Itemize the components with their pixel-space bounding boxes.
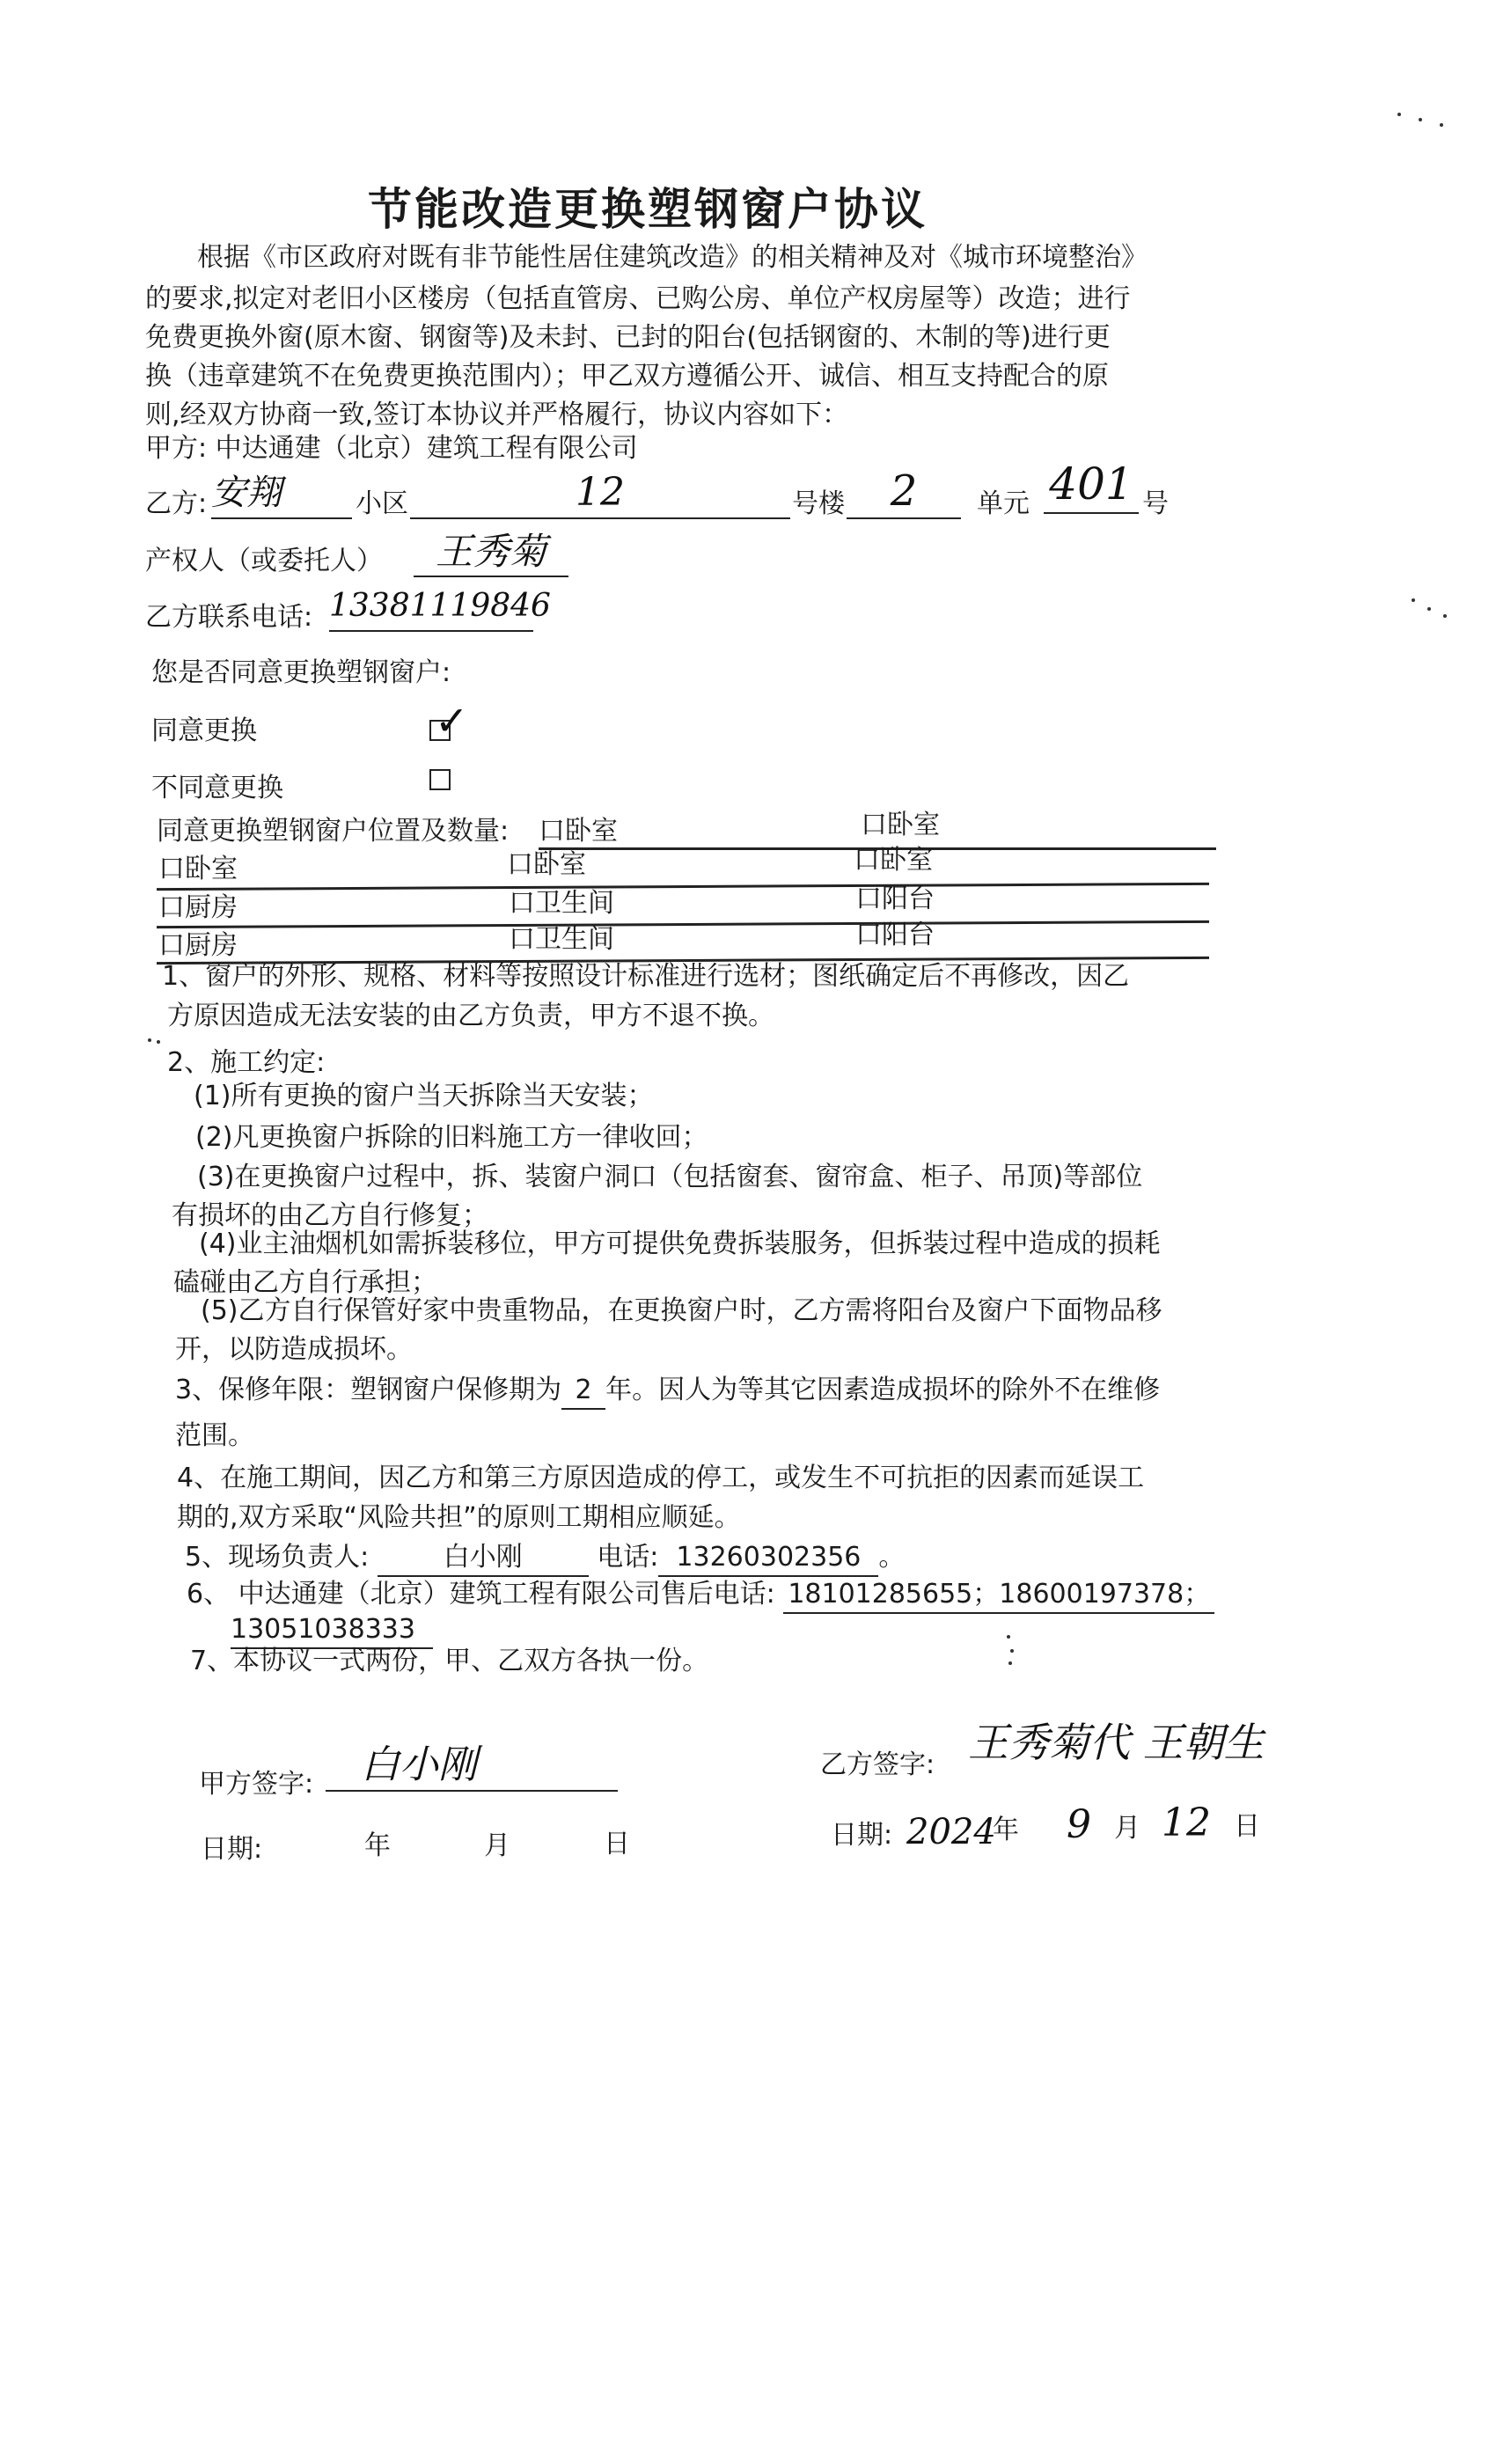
unit-suffix: 单元 xyxy=(977,488,1030,519)
window-r3-c1[interactable]: 口厨房 xyxy=(158,892,238,923)
intro-line-1: 根据《市区政府对既有非节能性居住建筑改造》的相关精神及对《城市环境整治》 xyxy=(197,242,1148,273)
disagree-label: 不同意更换 xyxy=(151,773,283,803)
party-a-year: 年 xyxy=(364,1830,391,1861)
term-5: 5、现场负责人: 白小刚 电话: 13260302356 。 xyxy=(185,1540,905,1577)
page-title: 节能改造更换塑钢窗户协议 xyxy=(368,184,928,235)
phone-label: 乙方联系电话: xyxy=(145,602,313,633)
consent-question: 您是否同意更换塑钢窗户: xyxy=(151,657,451,688)
term-5-phone-label: 电话: xyxy=(597,1542,659,1573)
party-a xyxy=(145,431,638,466)
site-manager-name: 白小刚 xyxy=(378,1540,589,1577)
term-2-3a: (3)在更换窗户过程中，拆、装窗户洞口（包括窗套、窗帘盒、柜子、吊顶)等部位 xyxy=(197,1162,1143,1192)
term-4b: 期的,双方采取“风险共担”的原则工期相应顺延。 xyxy=(177,1502,741,1533)
scan-speck xyxy=(1397,113,1401,116)
window-r4-c3[interactable]: 口阳台 xyxy=(855,920,935,950)
scan-speck xyxy=(1412,598,1415,602)
phone-value: 13381119846 xyxy=(329,583,533,632)
term-7: 7、本协议一式两份，甲、乙双方各执一份。 xyxy=(190,1646,709,1676)
term-4a: 4、在施工期间，因乙方和第三方原因造成的停工，或发生不可抗拒的因素而延误工 xyxy=(177,1463,1145,1493)
scan-speck xyxy=(157,1040,160,1044)
warranty-years: 2 xyxy=(561,1373,605,1410)
party-b-signature[interactable]: 王秀菊代 王朝生 xyxy=(968,1719,1265,1766)
window-r2-c1[interactable]: 口卧室 xyxy=(158,854,238,884)
party-b-date-label: 日期: xyxy=(831,1820,893,1851)
party-a-signature[interactable]: 白小刚 xyxy=(326,1741,618,1792)
scan-speck xyxy=(1008,1661,1012,1665)
after-sales-phones: 18101285655；18600197378； xyxy=(783,1577,1214,1614)
building-suffix: 号楼 xyxy=(792,488,845,519)
scan-speck xyxy=(1010,1649,1014,1653)
party-a-sign-label: 甲方签字: xyxy=(199,1769,314,1800)
scan-speck xyxy=(1419,118,1422,121)
disagree-checkbox[interactable] xyxy=(429,769,451,790)
party-b-year: 2024 xyxy=(906,1812,996,1852)
term-1a: 1、窗户的外形、规格、材料等按照设计标准进行选材；图纸确定后不再修改，因乙 xyxy=(162,961,1130,992)
window-r4-c2[interactable]: 口卫生间 xyxy=(509,924,614,955)
term-3b: 范围。 xyxy=(175,1420,254,1451)
window-r3-c2[interactable]: 口卫生间 xyxy=(509,888,614,919)
term-2-2: (2)凡更换窗户拆除的旧料施工方一律收回； xyxy=(195,1122,708,1153)
term-3 xyxy=(175,1373,1160,1410)
window-r3-c3[interactable]: 口阳台 xyxy=(855,884,935,914)
agree-checkbox[interactable] xyxy=(429,697,469,744)
party-a-label: 甲方: xyxy=(145,433,208,464)
agree-label: 同意更换 xyxy=(151,715,257,746)
party-b-month: 9 xyxy=(1067,1802,1091,1847)
party-a-date xyxy=(201,1832,262,1867)
term-6 xyxy=(187,1577,1214,1614)
term-2-1: (1)所有更换的窗户当天拆除当天安装； xyxy=(194,1081,654,1111)
term-2-5a: (5)乙方自行保管好家中贵重物品，在更换窗户时，乙方需将阳台及窗户下面物品移 xyxy=(201,1295,1162,1326)
scan-speck xyxy=(1440,123,1443,127)
window-r1-c2[interactable]: 口卧室 xyxy=(861,810,940,840)
community-suffix: 小区 xyxy=(356,488,408,519)
party-b-day: 12 xyxy=(1162,1800,1211,1845)
room-field: 401 xyxy=(1044,456,1139,514)
party-a-value: 中达通建（北京）建筑工程有限公司 xyxy=(215,433,638,464)
scan-speck xyxy=(1007,1635,1010,1639)
term-2-5b: 开，以防造成损坏。 xyxy=(175,1334,413,1365)
window-r2-c3[interactable]: 口卧室 xyxy=(854,845,933,876)
intro-line-2: 的要求,拟定对老旧小区楼房（包括直管房、已购公房、单位产权房屋等）改造；进行 xyxy=(145,283,1131,314)
unit-field: 2 xyxy=(847,465,961,519)
scan-speck xyxy=(1443,614,1447,618)
term-2-4b: 磕碰由乙方自行承担； xyxy=(173,1267,437,1298)
window-r4-c1[interactable]: 口厨房 xyxy=(158,930,238,961)
check-mark-icon: ✓ xyxy=(435,697,469,744)
building-field: 12 xyxy=(410,468,790,519)
intro-line-5: 则,经双方协商一致,签订本协议并严格履行，协议内容如下： xyxy=(145,400,849,430)
scan-speck xyxy=(1427,607,1431,611)
intro-line-4: 换（违章建筑不在免费更换范围内）；甲乙双方遵循公开、诚信、相互支持配合的原 xyxy=(145,361,1109,392)
site-manager-phone: 13260302356 xyxy=(658,1540,878,1577)
window-r2-c2[interactable]: 口卧室 xyxy=(507,849,586,880)
scan-speck xyxy=(148,1038,151,1042)
term-3-prefix: 3、保修年限：塑钢窗户保修期为 xyxy=(175,1375,562,1405)
community-field: 安翔 xyxy=(211,468,352,519)
term-3-suffix: 年。因人为等其它因素造成损坏的除外不在维修 xyxy=(605,1375,1161,1405)
party-b-year-unit: 年 xyxy=(993,1815,1019,1845)
term-2-3b: 有损坏的由乙方自行修复； xyxy=(172,1200,488,1231)
term-2-4a: (4)业主油烟机如需拆装移位，甲方可提供免费拆装服务，但拆装过程中造成的损耗 xyxy=(199,1228,1161,1259)
party-b-month-unit: 月 xyxy=(1114,1813,1140,1844)
windows-heading: 同意更换塑钢窗户位置及数量: xyxy=(157,816,510,847)
term-6-prefix: 6、 中达通建（北京）建筑工程有限公司售后电话: xyxy=(187,1579,775,1610)
window-r1-c1[interactable]: 口卧室 xyxy=(539,816,618,847)
party-a-date-label: 日期: xyxy=(201,1834,263,1865)
term-1b: 方原因造成无法安装的由乙方负责，甲方不退不换。 xyxy=(167,1001,774,1031)
term-5-prefix: 5、现场负责人: xyxy=(185,1542,370,1573)
party-b-day-unit: 日 xyxy=(1234,1811,1260,1842)
after-sales-phone-3: 13051038333 xyxy=(231,1612,433,1649)
party-a-month: 月 xyxy=(484,1830,510,1861)
room-suffix: 号 xyxy=(1142,488,1169,519)
party-a-day: 日 xyxy=(604,1829,630,1859)
term-2: 2、施工约定: xyxy=(167,1047,326,1078)
owner-value: 王秀菊 xyxy=(414,528,568,577)
owner-label: 产权人（或委托人） xyxy=(145,546,383,576)
party-b-sign-label: 乙方签字: xyxy=(820,1749,935,1780)
intro-line-3: 免费更换外窗(原木窗、钢窗等)及未封、已封的阳台(包括钢窗的、木制的等)进行更 xyxy=(145,322,1111,353)
party-b-label: 乙方: xyxy=(145,488,208,519)
